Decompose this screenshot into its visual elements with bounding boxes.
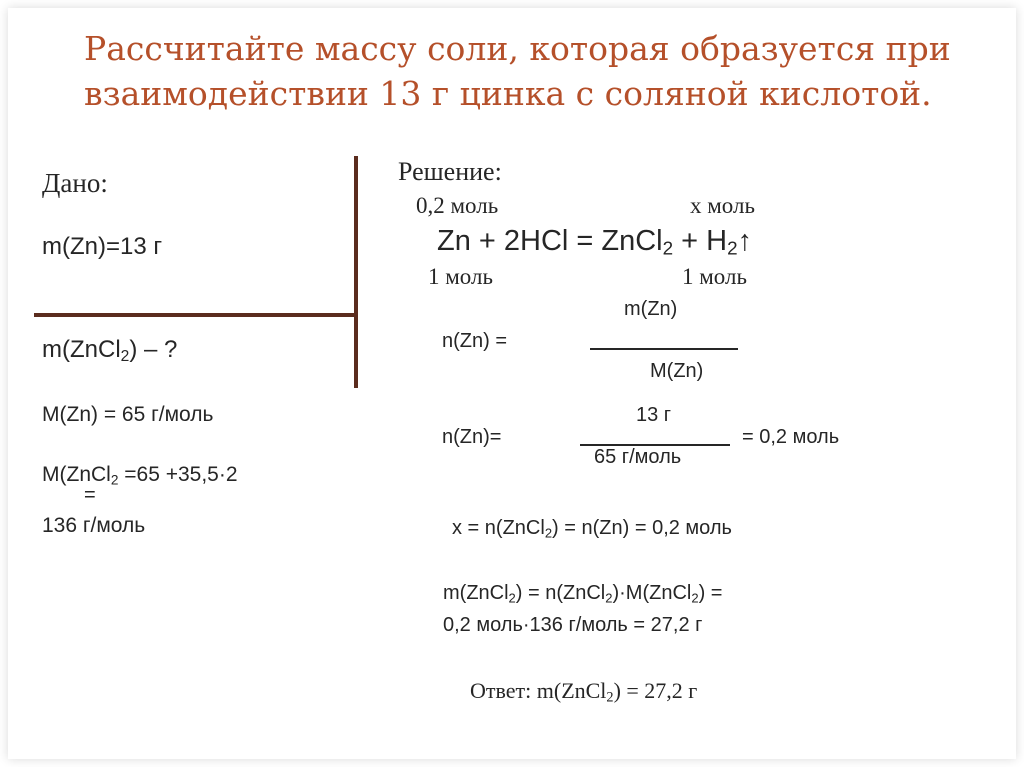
- calc-numerator: 13 г: [636, 404, 672, 426]
- formula-denominator: M(Zn): [650, 360, 704, 382]
- mass-formula: m(ZnCl$_2$) = n(ZnCl$_2$)·M(ZnCl$_2$) =: [443, 582, 723, 606]
- moles-above-zncl2: х моль: [690, 193, 755, 218]
- table-horizontal-divider: [34, 313, 356, 317]
- find-mass-zncl2: m(ZnCl$_2$) – ?: [42, 336, 178, 365]
- answer: Ответ: m(ZnCl$_2$) = 27,2 г: [470, 678, 698, 706]
- solution-label: Решение:: [398, 157, 502, 186]
- calc-lhs: n(Zn)=: [442, 426, 502, 448]
- molar-mass-zn: M(Zn) = 65 г/моль: [42, 403, 214, 426]
- formula-lhs: n(Zn) =: [442, 330, 508, 352]
- problem-title: Рассчитайте массу соли, которая образуется при взаимодействии 13 г цинка с соляной кислотой.: [84, 29, 951, 113]
- calc-denominator: 65 г/моль: [594, 446, 682, 468]
- slide-frame: [8, 8, 1016, 759]
- given-mass-zn: m(Zn)=13 г: [42, 233, 163, 260]
- formula-numerator: m(Zn): [624, 298, 678, 320]
- formula-fraction-bar: [590, 348, 738, 350]
- calc-result: = 0,2 моль: [742, 426, 840, 448]
- x-equality-line: х = n(ZnCl$_2$) = n(Zn) = 0,2 моль: [452, 517, 732, 541]
- moles-below-zncl2: 1 моль: [682, 264, 747, 289]
- given-label: Дано:: [42, 168, 108, 198]
- moles-below-zn: 1 моль: [428, 264, 493, 289]
- reaction-equation: Zn + 2HCl = ZnCl$_2$ + $H_2↑$: [437, 225, 753, 259]
- table-vertical-divider: [354, 156, 358, 388]
- molar-mass-result: 136 г/моль: [42, 514, 146, 537]
- mass-calculation: 0,2 моль·136 г/моль = 27,2 г: [443, 614, 703, 636]
- molar-mass-zncl2: M(ZnCl$_2$ =65 +35,5·2: [42, 463, 238, 488]
- moles-above-zn: 0,2 моль: [416, 193, 499, 218]
- molar-mass-equals: =: [84, 484, 96, 506]
